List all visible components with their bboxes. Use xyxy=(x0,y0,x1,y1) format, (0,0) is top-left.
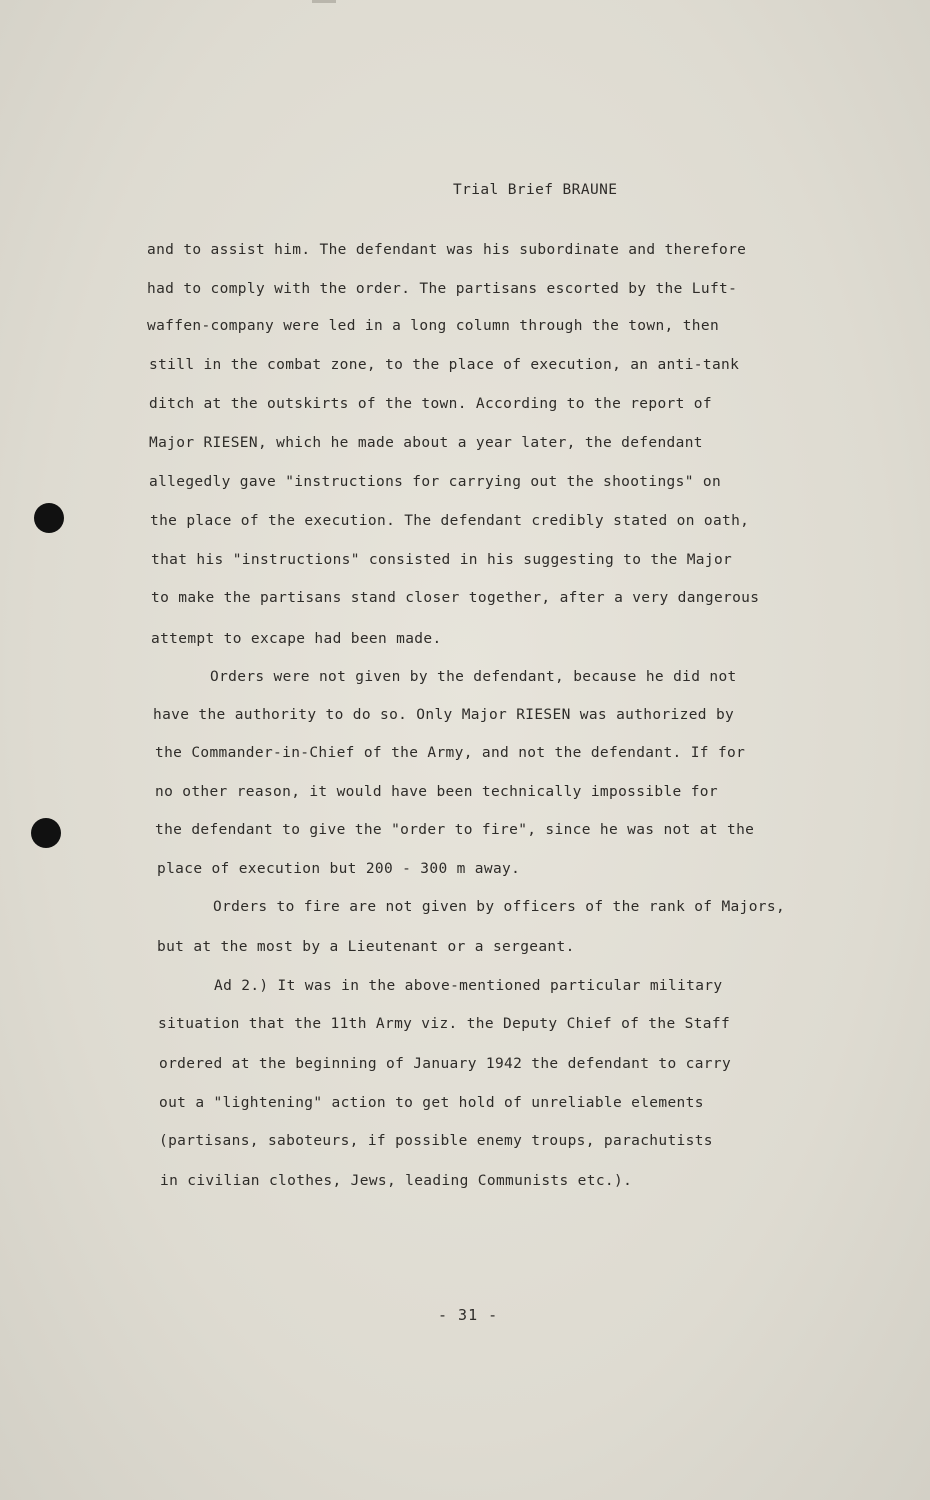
body-line: Ad 2.) It was in the above-mentioned particular military xyxy=(214,978,723,994)
body-line: situation that the 11th Army viz. the Deputy Chief of the Staff xyxy=(158,1016,731,1032)
body-line: waffen-company were led in a long column through the town, then xyxy=(147,318,720,334)
body-line: still in the combat zone, to the place of execution, an anti-tank xyxy=(149,357,740,373)
body-line: the Commander-in-Chief of the Army, and not the defendant. If for xyxy=(155,745,746,761)
body-line: no other reason, it would have been technically impossible for xyxy=(155,784,718,800)
body-line: the place of the execution. The defendant credibly stated on oath, xyxy=(150,513,750,529)
page-number: - 31 - xyxy=(438,1306,499,1324)
body-line: but at the most by a Lieutenant or a sergeant. xyxy=(157,939,575,955)
body-line: place of execution but 200 - 300 m away. xyxy=(157,861,521,877)
body-line: (partisans, saboteurs, if possible enemy troups, parachutists xyxy=(159,1133,713,1149)
body-line: out a "lightening" action to get hold of unreliable elements xyxy=(159,1095,704,1111)
body-line: Orders were not given by the defendant, because he did not xyxy=(210,669,737,685)
paper-mark xyxy=(312,0,336,3)
body-line: the defendant to give the "order to fire", since he was not at the xyxy=(155,822,755,838)
page-header: Trial Brief BRAUNE xyxy=(453,182,618,198)
body-line: allegedly gave "instructions for carrying out the shootings" on xyxy=(149,474,722,490)
punch-hole xyxy=(31,818,61,848)
body-line: have the authority to do so. Only Major RIESEN was authorized by xyxy=(153,707,735,723)
body-line: to make the partisans stand closer together, after a very dangerous xyxy=(151,590,760,606)
body-line: and to assist him. The defendant was his subordinate and therefore xyxy=(147,242,747,258)
body-line: Major RIESEN, which he made about a year later, the defendant xyxy=(149,435,703,451)
body-line: in civilian clothes, Jews, leading Communists etc.). xyxy=(160,1173,633,1189)
punch-hole xyxy=(34,503,64,533)
body-line: had to comply with the order. The partisans escorted by the Luft- xyxy=(147,281,738,297)
body-line: attempt to excape had been made. xyxy=(151,631,442,647)
body-line: ordered at the beginning of January 1942 the defendant to carry xyxy=(159,1056,732,1072)
body-line: that his "instructions" consisted in his suggesting to the Major xyxy=(151,552,733,568)
body-line: ditch at the outskirts of the town. According to the report of xyxy=(149,396,712,412)
body-line: Orders to fire are not given by officers of the rank of Majors, xyxy=(213,899,786,915)
